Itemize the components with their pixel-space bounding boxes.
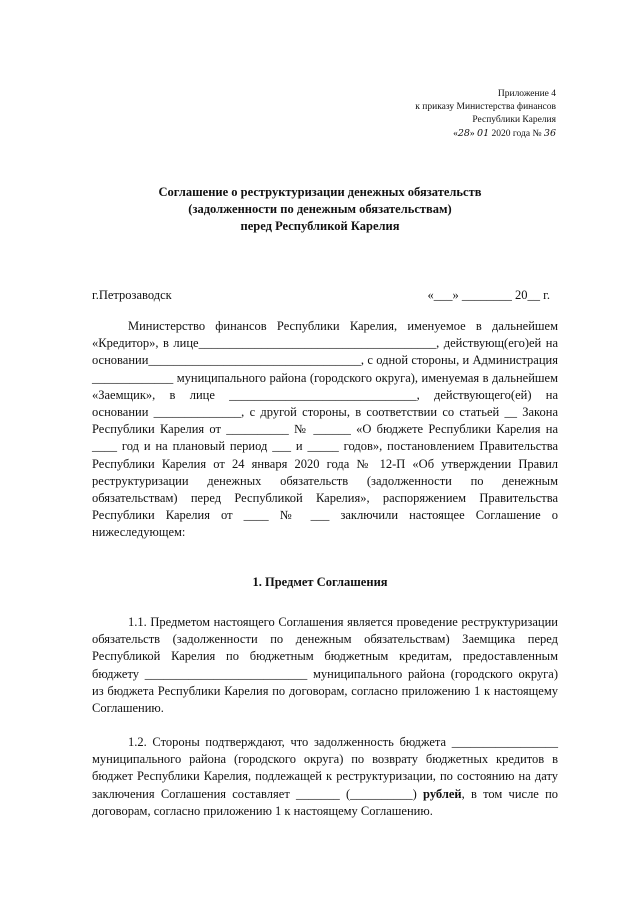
appendix-line-3: Республики Карелия xyxy=(472,115,556,125)
place-city: г.Петрозаводск xyxy=(92,288,172,302)
appendix-line-1: Приложение 4 xyxy=(497,89,556,99)
handwritten-number: 36 xyxy=(543,128,556,139)
title-line-2: (задолженности по денежным обязательствам) xyxy=(188,202,452,216)
section-1-heading: 1. Предмет Соглашения xyxy=(252,575,388,589)
clause-1-2-currency: рублей xyxy=(423,786,462,801)
clause-1-2-start: 1.2. Стороны подтверждают, что задолженность бюджета _________________ муниципального района (городского округа) по возврату бюджетных кредитов в бюджет Республики Карелия, подлежащей к реструктуризации, по состоянию на дату заключения Соглашения составляет _______ (__________) xyxy=(92,735,558,801)
clause-1-1: 1.1. Предметом настоящего Соглашения является проведение реструктуризации обязательств (задолженности по денежным обязательствам) Заемщика перед Республикой Карелия по бюджетным бюджетным кредитам, предоставленным бюджету __________________________ муниципального района (городского округа) из бюджета Республики Карелия по договорам, согласно приложению 1 к настоящему Соглашению. xyxy=(92,615,558,716)
document-title xyxy=(80,184,560,235)
date-close-quote: » xyxy=(469,129,478,139)
clause-1-2-end: , в том числе по договорам, согласно приложению 1 к настоящему Соглашению. xyxy=(92,786,559,818)
title-line-1: Соглашение о реструктуризации денежных обязательств xyxy=(158,185,482,199)
handwritten-month: 01 xyxy=(477,128,490,139)
intro-paragraph: Министерство финансов Республики Карелия, именуемое в дальнейшем «Кредитор», в лице______________________________________, действующ(его)ей на основании__________________________________, с одной стороны, и Администрация _____________ муниципального района (городского округа), именуемая в дальнейшем «Заемщик», в лице ______________________________, действующего(ей) на основании ______________, с другой стороны, в соответствии со статьей __ Закона Республики Карелия от __________ № ______ «О бюджете Республики Карелия на ____ год и на плановый период ___ и _____ годов», постановлением Правительства Республики Карелия от 24 января 2020 года № 12-П «Об утверждении Правил реструктуризации денежных обязательств (задолженности по денежным обязательствам) перед Республикой Карелия», распоряжением Правительства Республики Карелия от ____ № ___ заключили настоящее Соглашение о нижеследующем: xyxy=(92,319,558,540)
date-year-text: 2020 года № xyxy=(489,129,544,139)
date-open-quote: « xyxy=(453,129,458,139)
date-blank: «___» ________ 20__ г. xyxy=(427,288,550,302)
appendix-line-2: к приказу Министерства финансов xyxy=(415,102,556,112)
clause-1-2 xyxy=(92,734,558,820)
place-date-row xyxy=(92,288,550,303)
title-line-3: перед Республикой Карелия xyxy=(240,219,400,233)
handwritten-day: 28 xyxy=(457,128,470,139)
appendix-header xyxy=(415,88,556,141)
appendix-date-line xyxy=(415,127,556,141)
